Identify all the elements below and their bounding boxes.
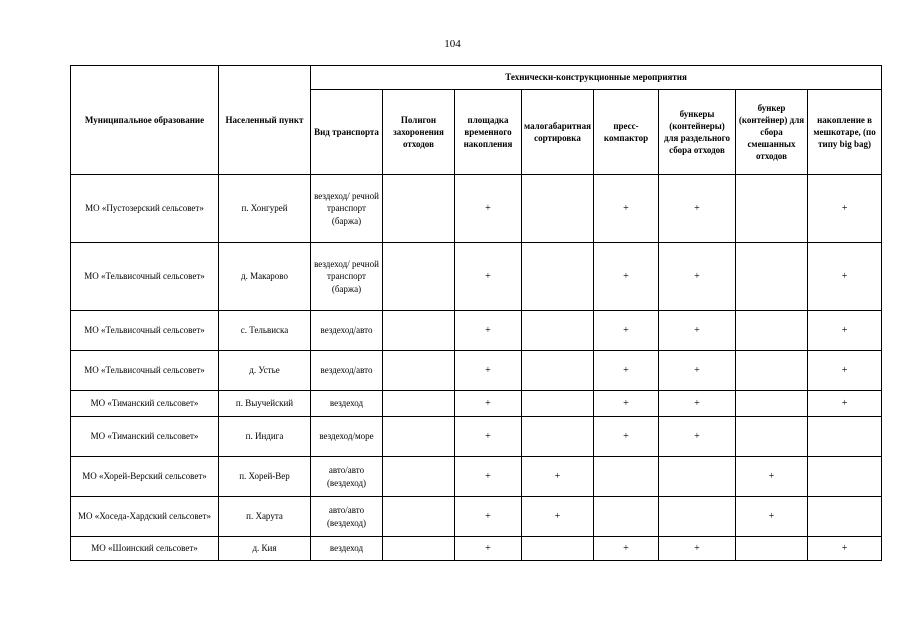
cell-settlement: п. Выучейский [219,391,311,417]
cell-small-sorting: + [522,457,594,497]
cell-municipality: МО «Тиманский сельсовет» [71,417,219,457]
table-row [71,311,882,351]
cell-municipality: МО «Хорей-Верский сельсовет» [71,457,219,497]
cell-transport: вездеход/ речной транспорт (баржа) [311,175,383,243]
cell-landfill [383,351,455,391]
header-small-sorting: малогабаритная сортировка [522,90,594,175]
cell-small-sorting [522,391,594,417]
cell-bigbag: + [808,351,882,391]
table-row [71,537,882,561]
cell-bunkers-separate [659,497,736,537]
cell-landfill [383,391,455,417]
cell-bunker-mixed [736,391,808,417]
cell-settlement: п. Индига [219,417,311,457]
cell-small-sorting [522,417,594,457]
cell-municipality: МО «Тельвисочный сельсовет» [71,351,219,391]
cell-transport: вездеход/море [311,417,383,457]
cell-settlement: д. Макарово [219,243,311,311]
cell-transport: авто/авто (вездеход) [311,497,383,537]
cell-press: + [594,351,659,391]
cell-bigbag: + [808,311,882,351]
cell-settlement: п. Хорей-Вер [219,457,311,497]
header-press: пресс-компактор [594,90,659,175]
cell-landfill [383,175,455,243]
cell-small-sorting [522,175,594,243]
cell-bunkers-separate: + [659,537,736,561]
cell-press: + [594,417,659,457]
cell-settlement: п. Хонгурей [219,175,311,243]
cell-municipality: МО «Тельвисочный сельсовет» [71,243,219,311]
cell-bunker-mixed [736,351,808,391]
cell-small-sorting: + [522,497,594,537]
cell-press [594,457,659,497]
table-row [71,175,882,243]
cell-bunkers-separate: + [659,175,736,243]
cell-landfill [383,311,455,351]
header-municipality: Муниципальное образование [71,66,219,175]
cell-municipality: МО «Тиманский сельсовет» [71,391,219,417]
cell-bunkers-separate: + [659,417,736,457]
cell-landfill [383,243,455,311]
header-transport: Вид транспорта [311,90,383,175]
cell-small-sorting [522,311,594,351]
cell-bigbag [808,417,882,457]
header-bunkers-separate: бункеры (контейнеры) для раздельного сбора отходов [659,90,736,175]
cell-bunkers-separate: + [659,243,736,311]
cell-transport: вездеход [311,537,383,561]
cell-press: + [594,175,659,243]
cell-bunkers-separate: + [659,311,736,351]
cell-bunker-mixed [736,417,808,457]
cell-small-sorting [522,243,594,311]
cell-bunker-mixed: + [736,497,808,537]
header-bunker-mixed: бункер (контейнер) для сбора смешанных отходов [736,90,808,175]
header-bigbag: накопление в мешкотаре, (по типу big bag) [808,90,882,175]
cell-settlement: д. Кия [219,537,311,561]
cell-temp-site: + [455,243,522,311]
cell-transport: вездеход/авто [311,351,383,391]
cell-municipality: МО «Хоседа-Хардский сельсовет» [71,497,219,537]
cell-landfill [383,457,455,497]
cell-settlement: п. Харута [219,497,311,537]
cell-temp-site: + [455,497,522,537]
cell-landfill [383,497,455,537]
cell-bunkers-separate: + [659,351,736,391]
table-row [71,243,882,311]
table-row [71,391,882,417]
header-temp-site: площадка временного накопления [455,90,522,175]
cell-bigbag: + [808,537,882,561]
cell-small-sorting [522,537,594,561]
cell-bigbag: + [808,243,882,311]
cell-bunker-mixed [736,311,808,351]
header-landfill: Полигон захоронения отходов [383,90,455,175]
cell-bunker-mixed [736,243,808,311]
cell-landfill [383,417,455,457]
cell-temp-site: + [455,311,522,351]
cell-transport: вездеход [311,391,383,417]
table-row [71,457,882,497]
cell-bunkers-separate: + [659,391,736,417]
cell-temp-site: + [455,457,522,497]
header-settlement: Населенный пункт [219,66,311,175]
cell-transport: авто/авто (вездеход) [311,457,383,497]
header-group-title: Технически-конструкционные мероприятия [311,66,882,90]
cell-bigbag: + [808,391,882,417]
cell-bunker-mixed: + [736,457,808,497]
cell-transport: вездеход/ речной транспорт (баржа) [311,243,383,311]
cell-temp-site: + [455,391,522,417]
cell-small-sorting [522,351,594,391]
cell-municipality: МО «Пустозерский сельсовет» [71,175,219,243]
measures-table [70,65,882,561]
cell-temp-site: + [455,537,522,561]
cell-temp-site: + [455,175,522,243]
header-row-1 [71,66,882,90]
cell-settlement: с. Тельвиска [219,311,311,351]
cell-press: + [594,391,659,417]
cell-bigbag: + [808,175,882,243]
cell-bigbag [808,457,882,497]
cell-bunkers-separate [659,457,736,497]
table-row [71,417,882,457]
cell-bunker-mixed [736,537,808,561]
cell-press: + [594,537,659,561]
cell-landfill [383,537,455,561]
cell-temp-site: + [455,417,522,457]
cell-press [594,497,659,537]
cell-transport: вездеход/авто [311,311,383,351]
cell-settlement: д. Устье [219,351,311,391]
cell-bigbag [808,497,882,537]
cell-press: + [594,311,659,351]
cell-municipality: МО «Тельвисочный сельсовет» [71,311,219,351]
cell-municipality: МО «Шоинский сельсовет» [71,537,219,561]
page-number: 104 [444,38,461,50]
cell-press: + [594,243,659,311]
table-row [71,497,882,537]
table-row [71,351,882,391]
cell-temp-site: + [455,351,522,391]
cell-bunker-mixed [736,175,808,243]
